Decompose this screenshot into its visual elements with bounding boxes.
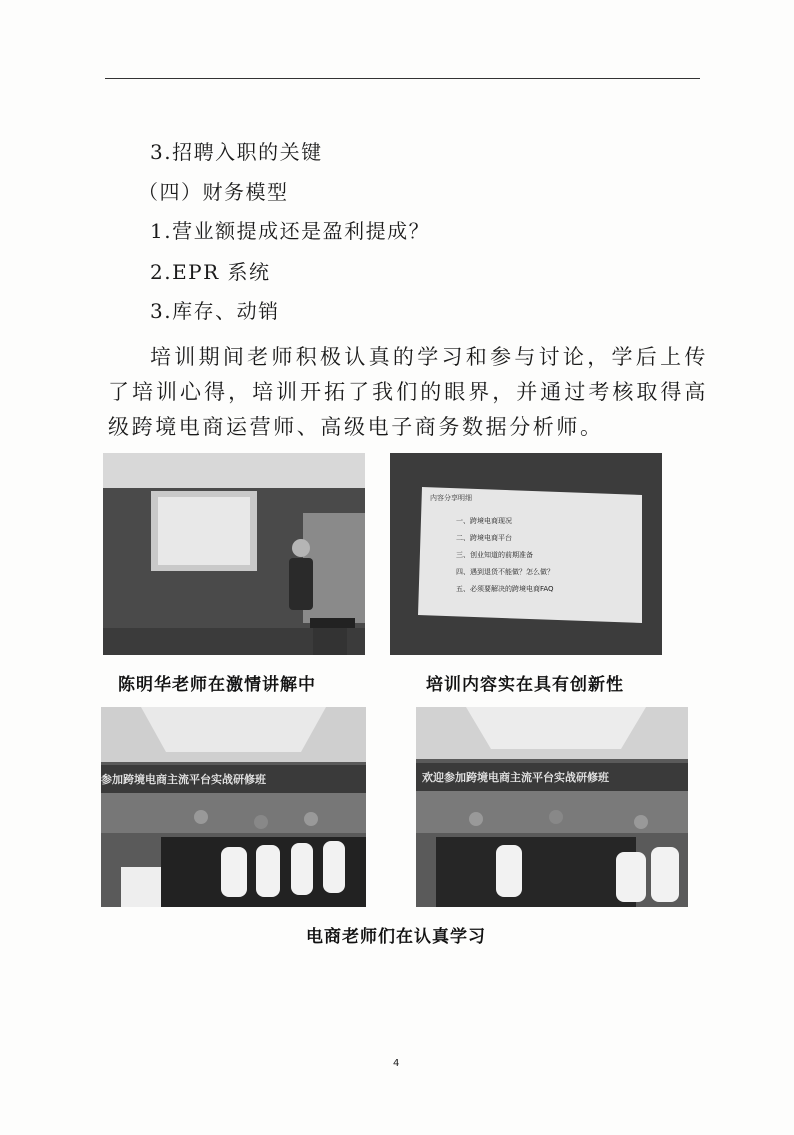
text-line-3: 1.营业额提成还是盈利提成？ — [150, 219, 431, 243]
slide-item-5: 五、必须要解决的跨境电商FAQ — [456, 585, 554, 593]
summary-paragraph: 培训期间老师积极认真的学习和参与讨论，学后上传了培训心得，培训开拓了我们的眼界，并通过考核取得高级跨境电商运营师、高级电子商务数据分析师。 — [108, 345, 708, 439]
slide-item-2: 二、跨境电商平台 — [456, 534, 512, 542]
text-line-1: 3.招聘入职的关键 — [150, 140, 323, 164]
text-line-5: 3.库存、动销 — [150, 299, 280, 323]
section-heading: （四）财务模型 — [138, 180, 289, 204]
caption-photo-slide: 培训内容实在具有创新性 — [426, 675, 624, 695]
caption-bottom: 电商老师们在认真学习 — [306, 927, 486, 947]
slide-item-3: 三、创业知道的前期准备 — [456, 551, 533, 559]
photo-classroom-right — [416, 707, 688, 907]
page-number: 4 — [393, 1058, 400, 1069]
slide-item-4: 四、遇到退货不能做？怎么做？ — [456, 568, 554, 576]
banner-text-left: 参加跨境电商主流平台实战研修班 — [101, 773, 266, 786]
slide-item-1: 一、跨境电商现况 — [456, 517, 512, 525]
photo-lecturer — [103, 453, 365, 655]
slide-title: 内容分享明细 — [430, 494, 472, 502]
header-rule — [105, 78, 700, 79]
text-line-4: 2.EPR 系统 — [150, 260, 271, 284]
caption-photo-lecturer: 陈明华老师在激情讲解中 — [118, 675, 316, 695]
photo-classroom-left — [101, 707, 366, 907]
photo-slide — [390, 453, 662, 655]
banner-text-right: 欢迎参加跨境电商主流平台实战研修班 — [422, 771, 609, 784]
